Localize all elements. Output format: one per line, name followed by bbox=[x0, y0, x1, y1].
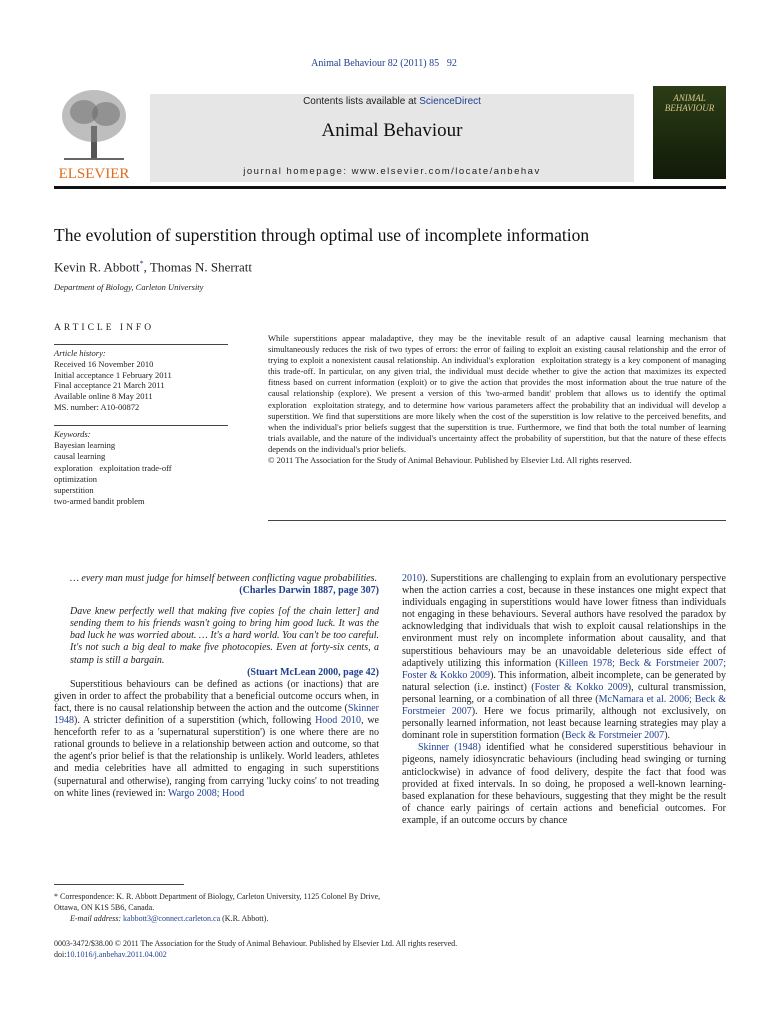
article-info-heading: ARTICLE INFO bbox=[54, 323, 155, 333]
abstract bbox=[268, 333, 726, 466]
body-paragraph: 2010). Superstitions are challenging to explain from an evolutionary perspective when the action carries a cost, because in these instances one might expect that individuals engaging in superstitions would have lower fitness than individuals not engaging in these behaviours. Several authors have resolved the paradox by acknowledging that individuals that wish to exploit causal relationships in the environment must rely on incomplete information about causality, and that superstitious behaviours may be an unavoidable deleterious side effect of adaptively utilizing this information (Killeen 1978; Beck & Forstmeier 2007; Foster & Kokko 2009). This information, albeit incomplete, can be generated by natural selection (i.e. instinct) (Foster & Kokko 2009), cultural transmission, personal learning, or a combination of all three (McNamara et al. 2006; Beck & Forstmeier 2007). Here we focus primarily, although not exclusively, on personally learned information, not least because learning strategies may play a dominant role in superstition formation (Beck & Forstmeier 2007). bbox=[402, 573, 727, 742]
bottom-matter bbox=[54, 938, 457, 960]
history-item: Available online 8 May 2011 bbox=[54, 391, 153, 402]
journal-header bbox=[150, 94, 634, 182]
epigraph-2-source[interactable]: (Stuart McLean 2000, page 42) bbox=[247, 666, 379, 678]
elsevier-logo bbox=[54, 86, 134, 182]
journal-citation[interactable]: Animal Behaviour 82 (2011) 85 92 bbox=[311, 58, 457, 69]
authors bbox=[54, 259, 252, 275]
sciencedirect-link[interactable]: ScienceDirect bbox=[419, 96, 481, 107]
abstract-copyright: © 2011 The Association for the Study of Animal Behaviour. Published by Elsevier Ltd. All rights reserved. bbox=[268, 455, 632, 466]
affiliation: Department of Biology, Carleton University bbox=[54, 282, 204, 292]
body-column-right bbox=[402, 573, 726, 827]
footnote bbox=[54, 891, 384, 924]
divider bbox=[54, 425, 228, 426]
history-item: Initial acceptance 1 February 2011 bbox=[54, 369, 172, 380]
corresponding-mark[interactable]: * bbox=[139, 259, 144, 268]
history-item: Received 16 November 2010 bbox=[54, 358, 154, 369]
citation-link[interactable]: Killeen 1978; Beck & Forstmeier 2007; Foster & Kokko 2009 bbox=[402, 657, 726, 681]
cover-title-2: BEHAVIOUR bbox=[664, 103, 715, 113]
keyword: superstition bbox=[54, 485, 94, 496]
doi-line: doi:10.1016/j.anbehav.2011.04.002 bbox=[54, 950, 167, 959]
keywords-label: Keywords: bbox=[54, 429, 91, 439]
epigraph-1: … every man must judge for himself between conflicting vague probabilities. bbox=[70, 573, 378, 584]
article-history bbox=[54, 348, 172, 413]
citation-link[interactable]: Wargo 2008; Hood bbox=[167, 787, 245, 799]
history-item: MS. number: A10-00872 bbox=[54, 401, 140, 412]
abstract-text: While superstitions appear maladaptive, they may be the inevitable result of an adaptive causal learning mechanism that simultaneously reduces the risk of two types of errors: the error of failing to exploit an existing causal relationship and the error of trying to exploit a nonexistent causal relationship. An individual's exploration exploitation strategy is a key component of managing this trade-off. In particular, on any given trial, the individual must decide whether to give the action that maximizes its expected fitness based on current information (exploit) or to give the action that provides the most information about the true nature of the causal relationship (explore). We present a version of this 'two-armed bandit' problem that allows us to identify the optimal exploration exploitation strategy, and to determine how various parameters affect the probability that an individual will develop a superstition. We find that superstitions are more likely when the cost of the superstition is low relative to the perceived benefits, and when the individual's prior beliefs suggest that the superstition is true. Furthermore, we find that both the total number of learning trials available, and the nature of the individual's uncertainty affect the probability of superstition, but that the nature of these effects depends on the individual's prior beliefs. bbox=[268, 333, 726, 454]
keyword: Bayesian learning bbox=[54, 440, 116, 451]
footnote-rule bbox=[54, 884, 184, 885]
keyword: two-armed bandit problem bbox=[54, 496, 145, 507]
body-paragraph: Superstitious behaviours can be defined as actions (or inactions) that are given in order to affect the probability that a beneficial outcome occurs when, in fact, there is no causal relationship between the action and the outcome (Skinner 1948). A stricter definition of a superstition (which, following Hood 2010, we henceforth refer to as a 'supernatural superstition') is one where there are no rational grounds to believe in a relationship between action and outcome, so that the agent's prior belief is that the relationship is unlikely. World leaders, athletes and media celebrities have all admitted to engaging in such superstitions (supernatural and otherwise), ranging from carrying 'lucky coins' to not treading on white lines (reviewed in: Wargo 2008; Hood bbox=[54, 678, 379, 799]
header-rule bbox=[54, 186, 726, 189]
citation-link[interactable]: Hood 2010 bbox=[315, 715, 362, 727]
divider bbox=[54, 344, 228, 345]
cover-title-1: ANIMAL bbox=[673, 93, 706, 103]
history-label: Article history: bbox=[54, 348, 106, 358]
doi-link[interactable]: 10.1016/j.anbehav.2011.04.002 bbox=[66, 950, 167, 959]
citation-link[interactable]: McNamara et al. 2006; Beck & Forstmeier 2007 bbox=[402, 693, 727, 718]
history-item: Final acceptance 21 March 2011 bbox=[54, 380, 165, 391]
citation-link[interactable]: Foster & Kokko 2009 bbox=[534, 681, 628, 693]
contents-line: Contents lists available at ScienceDirect bbox=[303, 96, 481, 107]
citation-link[interactable]: Beck & Forstmeier 2007 bbox=[565, 730, 665, 742]
epigraph-1-source[interactable]: (Charles Darwin 1887, page 307) bbox=[239, 585, 379, 597]
body-column-left bbox=[54, 573, 379, 800]
citation-link[interactable]: 2010 bbox=[402, 573, 422, 584]
epigraph-2: Dave knew perfectly well that making five copies [of the chain letter] and sending them to his friends wasn't going to bring him good luck. It was the bad luck he was worried about. … It's a hard world. You can't be too careful. It's not such a big deal to make five photocopies. Even at forty-six cents, a stamp is still a bargain. bbox=[70, 606, 379, 666]
journal-name: Animal Behaviour bbox=[321, 120, 463, 141]
issn-line: 0003-3472/$38.00 © 2011 The Association for the Study of Animal Behaviour. Published by Elsevier Ltd. All rights reserved. bbox=[54, 939, 458, 948]
divider bbox=[268, 520, 726, 521]
keyword: causal learning bbox=[54, 451, 106, 462]
journal-cover bbox=[653, 86, 726, 179]
article-title: The evolution of superstition through optimal use of incomplete information bbox=[54, 225, 590, 245]
email-line: E-mail address: kabbott3@connect.carleton.ca (K.R. Abbott). bbox=[70, 914, 269, 923]
citation-link[interactable]: Skinner (1948) bbox=[418, 742, 481, 754]
journal-homepage[interactable]: journal homepage: www.elsevier.com/locate/anbehav bbox=[243, 166, 541, 177]
elsevier-wordmark: ELSEVIER bbox=[58, 166, 130, 182]
author-1: Kevin R. Abbott bbox=[54, 259, 140, 275]
author-2: , Thomas N. Sherratt bbox=[143, 259, 253, 275]
keywords bbox=[54, 429, 172, 507]
correspondence: * Correspondence: K. R. Abbott Department of Biology, Carleton University, 1125 Colonel By Drive, Ottawa, ON K1S 5B6, Canada. bbox=[54, 892, 381, 912]
citation-link[interactable]: Skinner 1948 bbox=[54, 702, 379, 727]
keyword: optimization bbox=[54, 473, 97, 484]
body-paragraph: Skinner (1948) identified what he considered superstitious behaviour in pigeons, namely idiosyncratic behaviours (including head swinging or turning anticlockwise) in advance of food delivery, despite the fact that food was provided at fixed intervals. In so doing, he proposed a well-known learning-based explanation for these behaviours, suggesting that they might be the result of chance early pairings of certain actions and beneficial outcomes. For example, if an outcome occurs by chance bbox=[402, 742, 726, 826]
email-link[interactable]: kabbott3@connect.carleton.ca bbox=[123, 914, 221, 923]
keyword: exploration exploitation trade-off bbox=[54, 462, 172, 473]
